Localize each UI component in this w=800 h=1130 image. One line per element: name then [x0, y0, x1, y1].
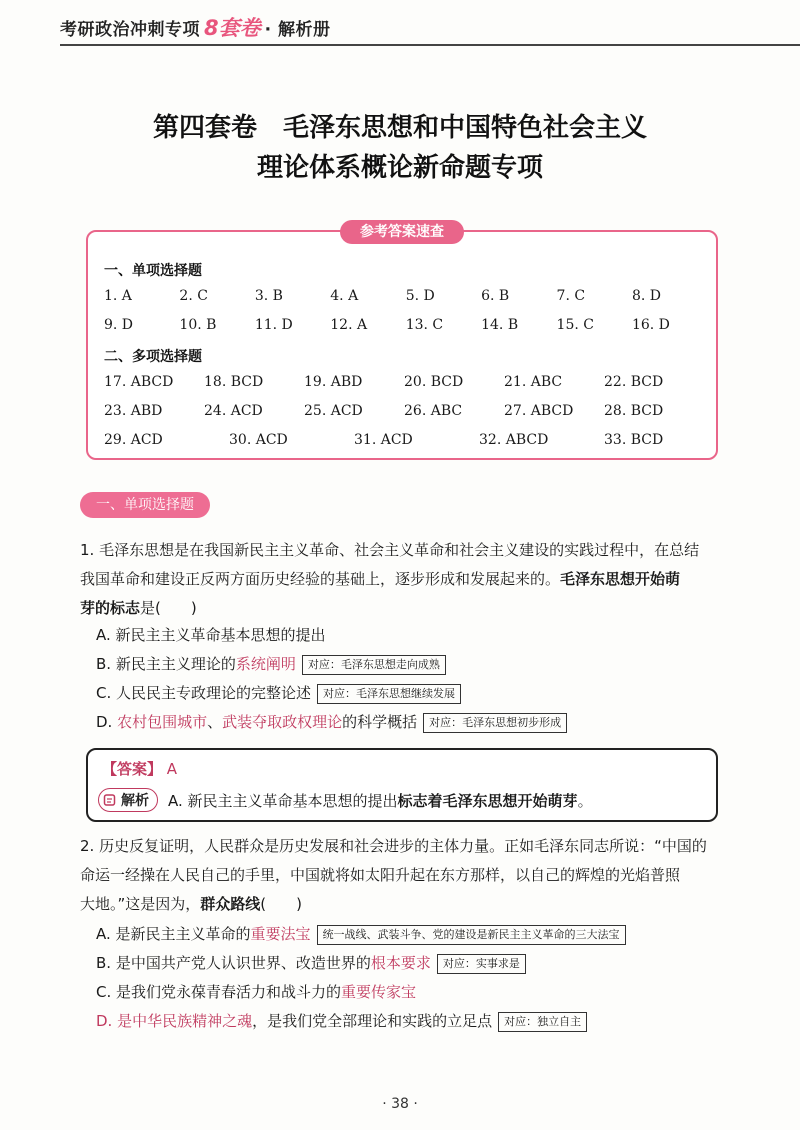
q2-line-3: [80, 890, 720, 919]
answer-key-item: 16. D: [631, 317, 670, 333]
q2-line-1: 2. 历史反复证明，人民群众是历史发展和社会进步的主体力量。正如毛泽东同志所说：“中国的: [80, 837, 707, 855]
q1-option-c-text: C. 人民民主专政理论的完整论述: [96, 684, 312, 702]
q2-option-a-note: 统一战线、武装斗争、党的建设是新民主主义革命的三大法宝: [317, 925, 626, 945]
answer-key-item: 15. C: [556, 317, 594, 333]
q2-line-3-text: 大地。”这是因为，: [80, 895, 201, 913]
answer-key-item: 8. D: [631, 288, 661, 304]
answer-key-item: 26. ABC: [404, 403, 463, 419]
header-divider: [60, 44, 800, 46]
answer-key-item: 28. BCD: [604, 403, 664, 419]
q1-option-d-highlight-1: 农村包围城市: [117, 713, 208, 731]
q1-line-2: [80, 565, 720, 594]
analysis-text-end: 。: [577, 791, 593, 810]
header-series-title: 考研政治冲刺专项: [60, 19, 200, 40]
answer-key-item: 6. B: [481, 288, 510, 304]
title-line-1: 第四套卷 毛泽东思想和中国特色社会主义: [152, 113, 647, 143]
answer-key-item: 32. ABCD: [479, 432, 549, 448]
answer-key-item: 24. ACD: [204, 403, 263, 419]
answer-key-item: 9. D: [104, 317, 134, 333]
q1-option-d-highlight-2: 武装夺取政权理论: [222, 713, 343, 731]
q1-option-b: [96, 650, 446, 678]
q1-line-3: [80, 594, 720, 623]
answer-key-item: 17. ABCD: [104, 374, 174, 390]
answer-key-item: 22. BCD: [604, 374, 664, 390]
q2-option-b-note: 对应：实事求是: [437, 954, 526, 974]
q2-option-a: [96, 920, 626, 948]
q2-line-2: 命运一经操在人民自己的手里，中国就将如太阳升起在东方那样，以自己的辉煌的光焰普照: [80, 866, 681, 884]
q1-option-a: A. 新民主主义革命基本思想的提出: [96, 626, 326, 644]
answer-key-item: 14. B: [481, 317, 519, 333]
answer-key-item: 29. ACD: [104, 432, 163, 448]
answer-key-item: 11. D: [254, 317, 293, 333]
q1-line-3-text: 是( ): [140, 599, 197, 617]
q2-option-d-highlight: D. 是中华民族精神之魂: [96, 1012, 253, 1030]
header-accent: 8套卷: [204, 16, 261, 40]
answer-key-item: 30. ACD: [229, 432, 288, 448]
answer-key-item: 4. A: [330, 288, 359, 304]
answer-key-box: [86, 224, 718, 460]
q2-option-b: [96, 949, 526, 977]
answer-key-item: 21. ABC: [504, 374, 563, 390]
multi-answer-row: [104, 374, 704, 390]
answer-key-item: 31. ACD: [354, 432, 413, 448]
single-choice-heading: 一、单项选择题: [104, 263, 202, 279]
answer-key-item: 20. BCD: [404, 374, 464, 390]
answer-value: A: [166, 760, 178, 778]
q2-option-b-text: B. 是中国共产党人认识世界、改造世界的: [96, 954, 371, 972]
q1-option-d: [96, 708, 567, 736]
title-line-2: 理论体系概论新命题专项: [256, 153, 543, 183]
q1-line-2-bold: 毛泽东思想开始萌: [560, 570, 681, 588]
q1-option-b-text: B. 新民主主义理论的: [96, 655, 236, 673]
analysis-line: [98, 788, 593, 812]
q2-option-c-text: C. 是我们党永葆青春活力和战斗力的: [96, 983, 342, 1001]
answer-key-item: 33. BCD: [604, 432, 664, 448]
answer-key-item: 7. C: [556, 288, 586, 304]
answer-line: [102, 758, 177, 779]
answer-key-item: 3. B: [254, 288, 283, 304]
q2-option-a-highlight: 重要法宝: [250, 925, 311, 943]
q2-option-a-text: A. 是新民主主义革命的: [96, 925, 251, 943]
running-header: [60, 10, 331, 44]
answer-key-item: 18. BCD: [204, 374, 264, 390]
analysis-tag: [98, 788, 158, 812]
answer-key-item: 19. ABD: [304, 374, 363, 390]
page-title: [0, 108, 800, 188]
answer-analysis-box: [86, 748, 718, 822]
header-volume: · 解析册: [264, 19, 331, 40]
q1-option-b-note: 对应：毛泽东思想走向成熟: [302, 655, 446, 675]
q1-line-2-text: 我国革命和建设正反两方面历史经验的基础上，逐步形成和发展起来的。: [80, 570, 561, 588]
q1-option-c: [96, 679, 461, 707]
answer-key-item: 10. B: [179, 317, 217, 333]
question-2-stem: [80, 832, 720, 919]
analysis-text-bold: 标志着毛泽东思想开始萌芽: [397, 791, 578, 810]
single-answer-row: [104, 288, 704, 304]
single-answer-row: [104, 317, 704, 333]
q2-option-d-text: ，是我们党全部理论和实践的立足点: [252, 1012, 493, 1030]
q2-option-c: [96, 978, 416, 1006]
q1-option-b-highlight: 系统阐明: [235, 655, 296, 673]
question-1-stem: [80, 536, 720, 623]
q1-option-d-text: 的科学概括: [342, 713, 418, 731]
answer-key-badge: 参考答案速查: [340, 220, 464, 244]
section-heading-pill: 一、单项选择题: [80, 492, 210, 518]
q2-option-b-highlight: 根本要求: [370, 954, 431, 972]
analysis-tag-label: 解析: [121, 793, 149, 809]
analysis-text: A. 新民主主义革命基本思想的提出: [168, 791, 398, 810]
answer-key-item: 1. A: [104, 288, 132, 304]
page-number: · 38 ·: [382, 1096, 418, 1112]
answer-key-item: 23. ABD: [104, 403, 163, 419]
q1-option-d-note: 对应：毛泽东思想初步形成: [423, 713, 567, 733]
multi-answer-row: [104, 403, 704, 419]
q1-option-d-sep: 、: [207, 713, 223, 731]
answer-key-item: 5. D: [405, 288, 435, 304]
q1-line-3-bold: 芽的标志: [80, 599, 141, 617]
answer-key-item: 2. C: [179, 288, 208, 304]
multi-choice-heading: 二、多项选择题: [104, 349, 202, 365]
q1-line-1: 1. 毛泽东思想是在我国新民主主义革命、社会主义革命和社会主义建设的实践过程中，在总结: [80, 541, 700, 559]
answer-key-item: 13. C: [405, 317, 444, 333]
q2-option-c-highlight: 重要传家宝: [341, 983, 417, 1001]
answer-key-item: 25. ACD: [304, 403, 363, 419]
q1-option-d-prefix: D.: [96, 713, 118, 731]
q2-line-3-end: ( ): [260, 895, 303, 913]
multi-answer-row: [104, 432, 704, 448]
q2-option-d: [96, 1007, 587, 1035]
answer-key-item: 27. ABCD: [504, 403, 574, 419]
answer-label: 【答案】: [102, 760, 163, 778]
pencil-note-icon: [103, 793, 117, 807]
q2-line-3-bold: 群众路线: [200, 895, 261, 913]
q2-option-d-note: 对应：独立自主: [498, 1012, 587, 1032]
answer-key-item: 12. A: [330, 317, 368, 333]
q1-option-c-note: 对应：毛泽东思想继续发展: [317, 684, 461, 704]
